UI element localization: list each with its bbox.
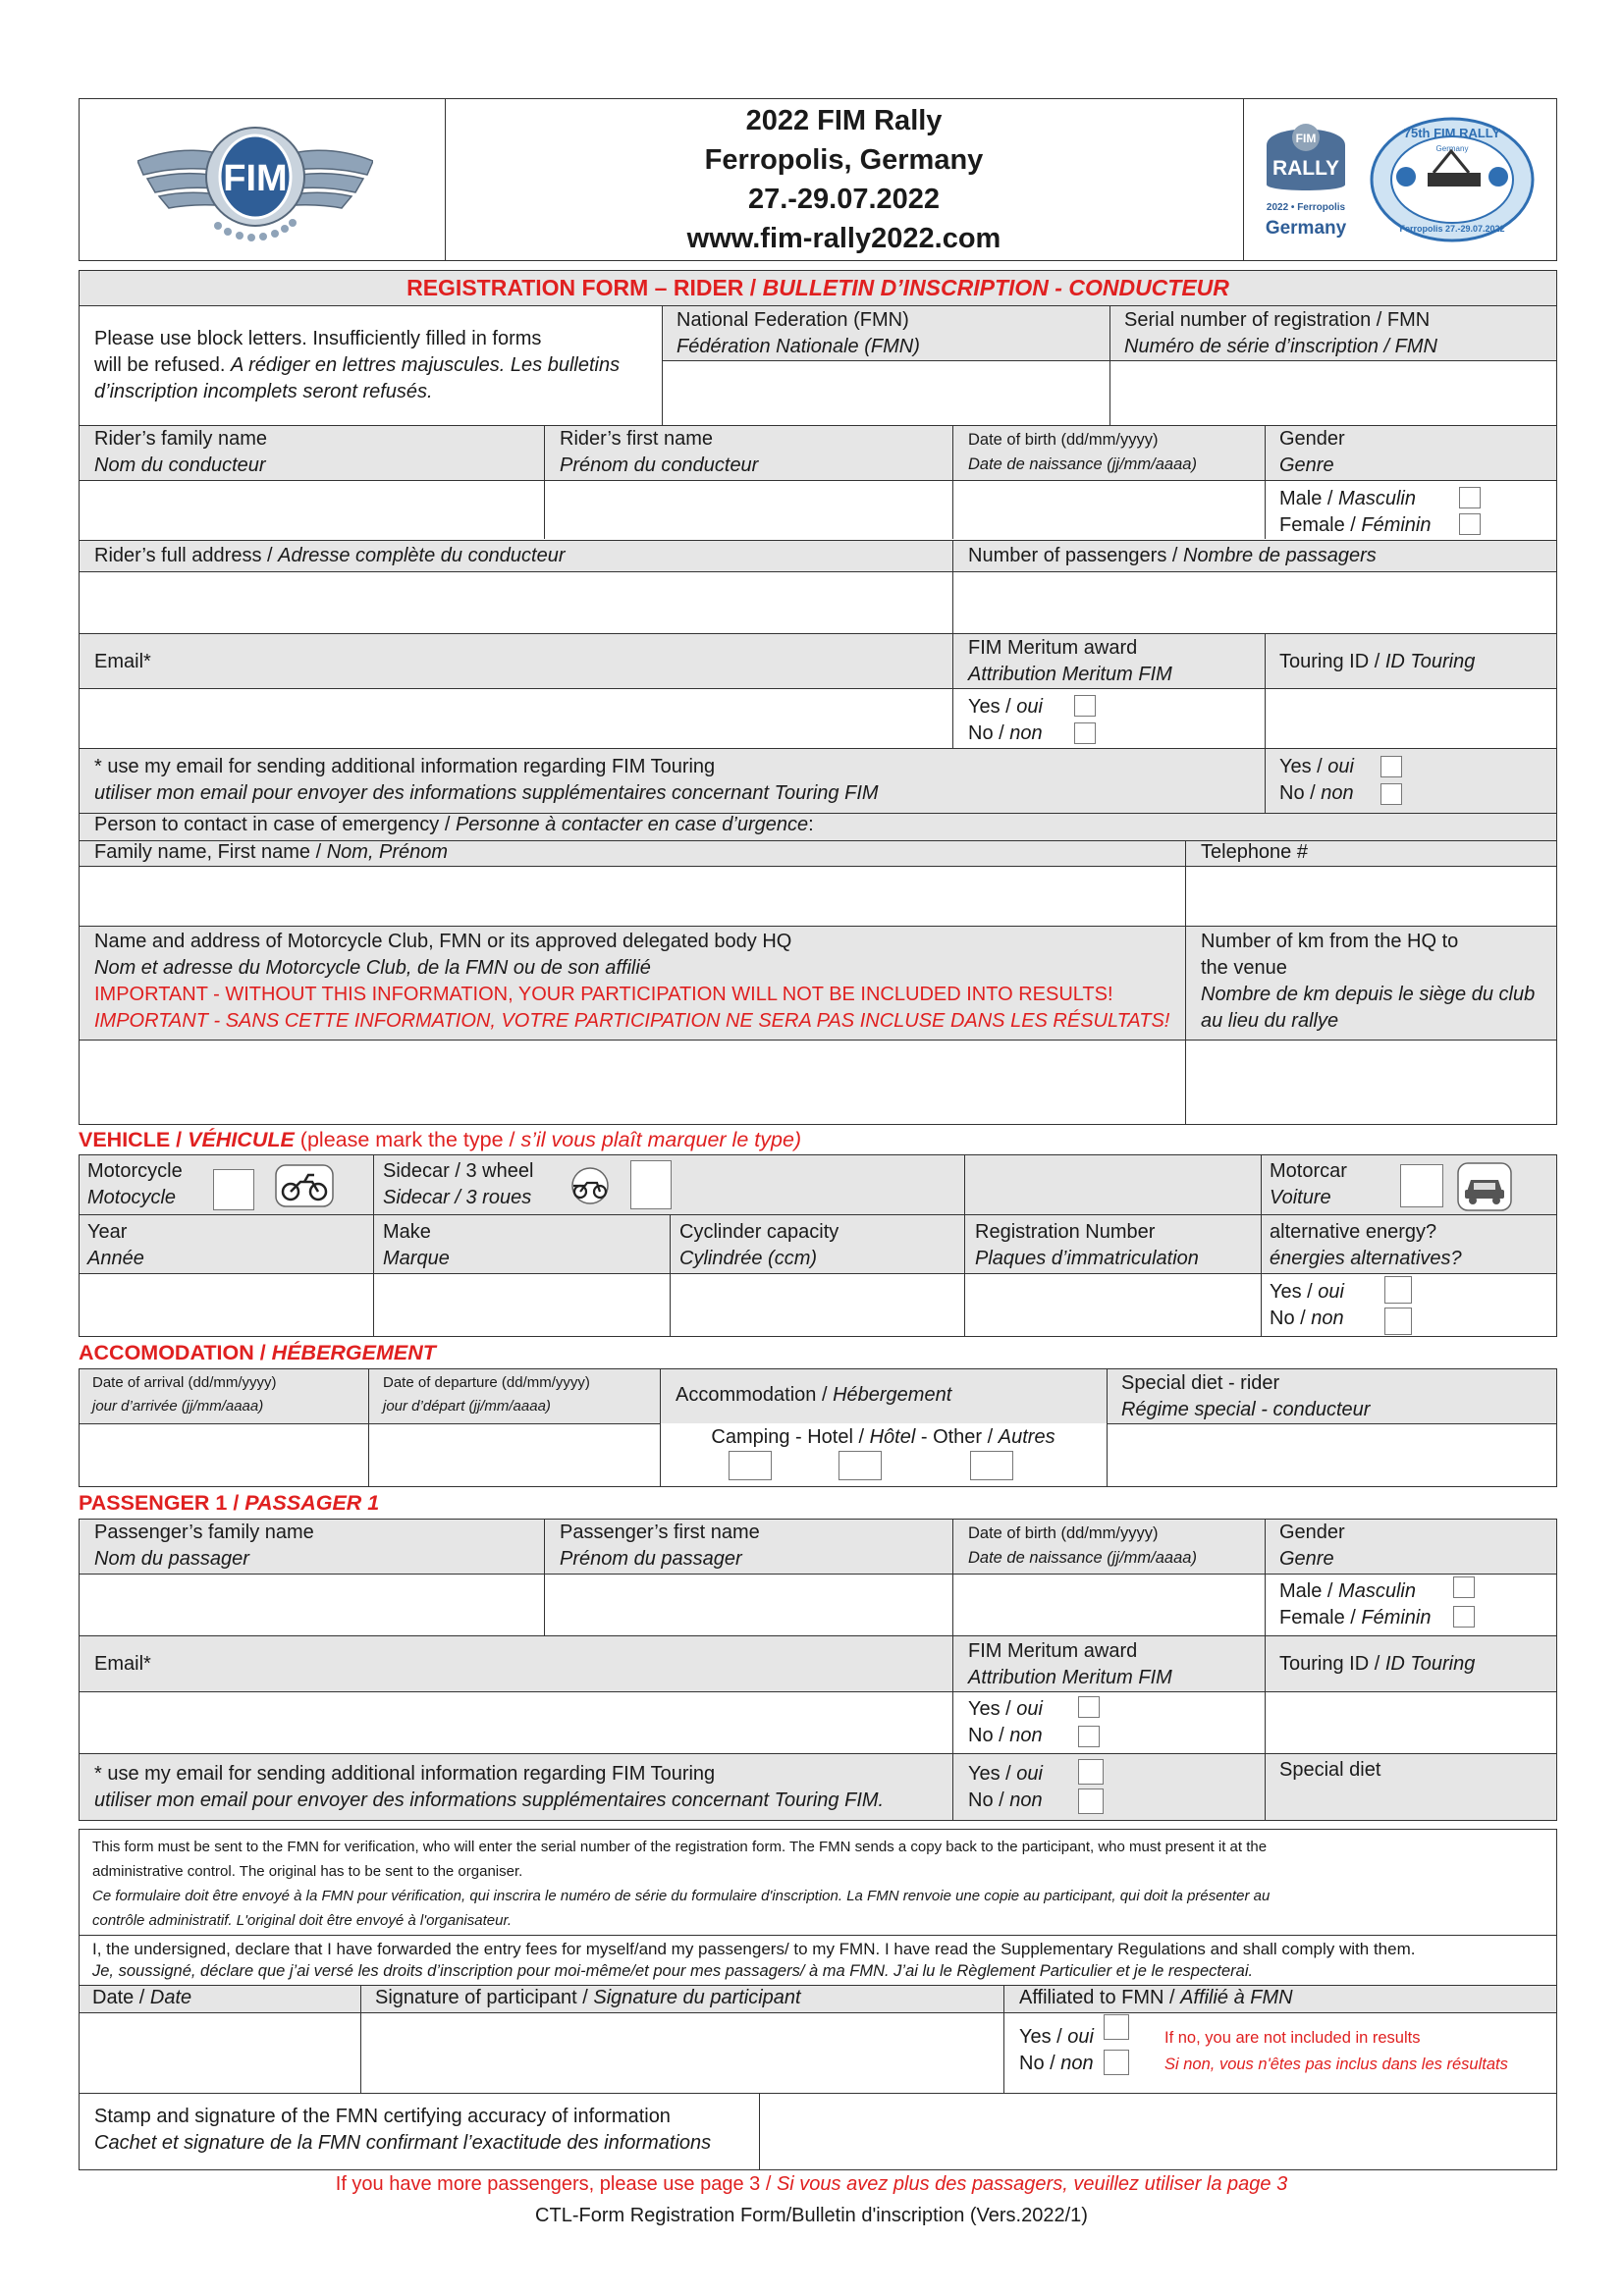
rally-logo xyxy=(1257,116,1355,243)
fim-logo xyxy=(137,116,373,243)
label-affiliated-yes: Yes / oui xyxy=(1019,2026,1094,2048)
label-passenger-consent-no: No / non xyxy=(968,1789,1043,1811)
input-rider-family-name[interactable] xyxy=(81,482,542,538)
label-passenger-female: Female / Féminin xyxy=(1279,1607,1432,1629)
form-version: CTL-Form Registration Form/Bulletin d'inscription (Vers.2022/1) xyxy=(535,2205,1088,2226)
input-date[interactable] xyxy=(81,2014,358,2091)
label-alt-energy-no: No / non xyxy=(1270,1308,1344,1329)
passenger-section-title: PASSENGER 1 / PASSAGER 1 xyxy=(79,1491,380,1515)
label-passenger-meritum-yes: Yes / oui xyxy=(968,1698,1043,1720)
label-motorcar: Motorcar Voiture xyxy=(1270,1160,1347,1208)
checkbox-passenger-consent-yes[interactable] xyxy=(1078,1759,1104,1785)
input-passenger-email[interactable] xyxy=(81,1693,950,1751)
label-rider-dob: Date of birth (dd/mm/yyyy) Date de naissance (jj/mm/aaaa) xyxy=(968,431,1197,473)
input-passenger-family-name[interactable] xyxy=(81,1575,542,1633)
motorcycle-icon xyxy=(275,1164,334,1207)
checkbox-passenger-meritum-yes[interactable] xyxy=(1078,1696,1100,1718)
label-rider-address: Rider’s full address / Adresse complète du conducteur xyxy=(94,545,566,566)
input-number-of-passengers[interactable] xyxy=(954,573,1555,631)
checkbox-rider-meritum-no[interactable] xyxy=(1074,722,1096,744)
input-emergency-telephone[interactable] xyxy=(1187,868,1555,924)
input-passenger-first-name[interactable] xyxy=(546,1575,950,1633)
affiliated-warning: If no, you are not included in results Si non, vous n'êtes pas inclus dans les résultats xyxy=(1164,2029,1508,2073)
declaration-entry-fees: I, the undersigned, declare that I have forwarded the entry fees for myself/and my passengers/ to my FMN. I have read the Supplementary Regulations and shall comply with them. Je, soussigné, déclare que j’ai versé les droits d’inscription pour moi-même/et pour mes passagers/ à ma FMN. J’ai lu le Règlement Particulier et je le respecterai. xyxy=(92,1940,1416,1980)
svg-text:FIM: FIM xyxy=(1295,132,1317,145)
header-dates: 27.-29.07.2022 xyxy=(747,184,941,215)
label-passenger-special-diet: Special diet xyxy=(1279,1759,1381,1781)
anniversary-logo xyxy=(1369,116,1536,243)
input-club[interactable] xyxy=(81,1041,1183,1123)
label-make: Make Marque xyxy=(383,1221,450,1269)
label-rider-email: Email* xyxy=(94,651,151,672)
label-female: Female / Féminin xyxy=(1279,514,1432,536)
checkbox-alt-energy-no[interactable] xyxy=(1384,1308,1412,1335)
fim-logo-text: FIM xyxy=(223,158,288,199)
header-venue: Ferropolis, Germany xyxy=(704,144,984,176)
label-meritum-no: No / non xyxy=(968,722,1043,744)
input-serial-number[interactable] xyxy=(1111,362,1555,423)
checkbox-passenger-female[interactable] xyxy=(1453,1606,1475,1628)
label-sidecar: Sidecar / 3 wheel Sidecar / 3 roues xyxy=(383,1160,534,1208)
label-number-of-passengers: Number of passengers / Nombre de passagers xyxy=(968,545,1377,566)
label-motorcycle: Motorcycle Motocycle xyxy=(87,1160,183,1208)
declaration-verification: This form must be sent to the FMN for verification, who will enter the serial number of the registration form. The FMN sends a copy back to the participant, who must present it at the administrative control. The original has to be sent to the organiser. Ce formulaire doit être envoyé à la FMN pour vérification, qui inscrira le numéro de série du formulaire d'inscription. La FMN renvoie une copie au participant, qui doit la présenter au contrôle administratif. L'original doit être envoyé à l'organisateur. xyxy=(92,1839,1271,1929)
label-capacity: Cyclinder capacity Cylindrée (ccm) xyxy=(679,1221,839,1269)
input-rider-address[interactable] xyxy=(81,573,950,631)
label-rider-family-name: Rider’s family name Nom du conducteur xyxy=(94,428,267,476)
vehicle-section-title: VEHICLE / VÉHICULE (please mark the type / s’il vous plaît marquer le type) xyxy=(79,1128,802,1151)
label-meritum-yes: Yes / oui xyxy=(968,696,1043,718)
input-passenger-touring-id[interactable] xyxy=(1267,1693,1555,1751)
label-passenger-meritum: FIM Meritum award Attribution Meritum FIM xyxy=(968,1640,1172,1688)
checkbox-camping[interactable] xyxy=(729,1451,772,1480)
checkbox-motorcycle[interactable] xyxy=(213,1169,254,1210)
input-km-from-hq[interactable] xyxy=(1187,1041,1555,1123)
input-registration-number[interactable] xyxy=(966,1275,1259,1335)
label-consent-yes: Yes / oui xyxy=(1279,756,1354,777)
label-alternative-energy: alternative energy? énergies alternatives? xyxy=(1270,1221,1462,1269)
label-rider-meritum: FIM Meritum award Attribution Meritum FIM xyxy=(968,637,1172,685)
label-affiliated-no: No / non xyxy=(1019,2053,1094,2074)
header-website: www.fim-rally2022.com xyxy=(686,223,1001,254)
checkbox-passenger-meritum-no[interactable] xyxy=(1078,1726,1100,1747)
header-event-title: 2022 FIM Rally xyxy=(745,105,943,136)
label-rider-gender: Gender Genre xyxy=(1279,428,1345,476)
label-arrival: Date of arrival (dd/mm/yyyy) jour d’arrivée (jj/mm/aaaa) xyxy=(92,1374,277,1415)
rider-section-title: REGISTRATION FORM – RIDER / BULLETIN D’INSCRIPTION - CONDUCTEUR xyxy=(406,275,1229,300)
input-make[interactable] xyxy=(375,1275,668,1335)
checkbox-passenger-male[interactable] xyxy=(1453,1576,1475,1598)
vehicle-empty-cell xyxy=(966,1156,1259,1212)
label-consent-no: No / non xyxy=(1279,782,1354,804)
label-passenger-gender: Gender Genre xyxy=(1279,1522,1345,1570)
input-rider-dob[interactable] xyxy=(954,482,1263,538)
label-rider-use-email: * use my email for sending additional information regarding FIM Touring utiliser mon email pour envoyer des informations supplémentaires concernant Touring FIM xyxy=(94,756,879,804)
input-signature[interactable] xyxy=(362,2014,1001,2091)
label-signature: Signature of participant / Signature du participant xyxy=(375,1987,801,2008)
checkbox-motorcar[interactable] xyxy=(1400,1164,1443,1207)
input-capacity[interactable] xyxy=(672,1275,962,1335)
svg-text:Germany: Germany xyxy=(1265,218,1347,239)
label-rider-first-name: Rider’s first name Prénom du conducteur xyxy=(560,428,759,476)
more-passengers-note: If you have more passengers, please use page 3 / Si vous avez plus des passagers, veuillez utiliser la page 3 xyxy=(335,2173,1288,2195)
input-passenger-special-diet[interactable] xyxy=(1267,1785,1555,1819)
label-special-diet-rider: Special diet - rider Régime special - conducteur xyxy=(1121,1372,1371,1420)
checkbox-hotel[interactable] xyxy=(839,1451,882,1480)
label-accommodation-options: Camping - Hotel / Hôtel - Other / Autres xyxy=(711,1426,1055,1448)
checkbox-rider-female[interactable] xyxy=(1459,513,1481,535)
label-affiliated: Affiliated to FMN / Affilié à FMN xyxy=(1019,1987,1293,2008)
label-male: Male / Masculin xyxy=(1279,488,1416,509)
label-registration-number: Registration Number Plaques d’immatriculation xyxy=(975,1221,1199,1269)
accommodation-section-title: ACCOMODATION / HÉBERGEMENT xyxy=(79,1341,436,1364)
label-passenger-email: Email* xyxy=(94,1653,151,1675)
svg-text:Germany: Germany xyxy=(1435,144,1469,153)
label-passenger-first-name: Passenger’s first name Prénom du passager xyxy=(560,1522,760,1570)
label-departure: Date of departure (dd/mm/yyyy) jour d’départ (jj/mm/aaaa) xyxy=(383,1374,590,1415)
label-passenger-meritum-no: No / non xyxy=(968,1725,1043,1746)
checkbox-rider-male[interactable] xyxy=(1459,487,1481,508)
label-emergency-name: Family name, First name / Nom, Prénom xyxy=(94,841,449,863)
checkbox-rider-consent-no[interactable] xyxy=(1380,783,1402,805)
label-club: Name and address of Motorcycle Club, FMN or its approved delegated body HQ Nom et adresse du Motorcycle Club, de la FMN ou de son affilié IMPORTANT - WITHOUT THIS INFORMATION, YOUR PARTICIPATION WILL NOT BE INCLUDED INTO RESULTS! IMPORTANT - SANS CETTE INFORMATION, VOTRE PARTICIPATION NE SERA PAS INCLUSE DANS LES RÉSULTATS! xyxy=(94,931,1170,1032)
input-arrival[interactable] xyxy=(81,1425,366,1485)
label-date: Date / Date xyxy=(92,1987,192,2008)
label-passenger-consent-yes: Yes / oui xyxy=(968,1763,1043,1785)
label-emergency-telephone: Telephone # xyxy=(1201,841,1308,863)
checkbox-sidecar[interactable] xyxy=(630,1160,672,1209)
label-rider-touring-id: Touring ID / ID Touring xyxy=(1279,651,1476,672)
input-departure[interactable] xyxy=(370,1425,658,1485)
label-km-from-hq: Number of km from the HQ to the venue Nombre de km depuis le siège du club au lieu du rallye xyxy=(1201,931,1536,1032)
checkbox-affiliated-no[interactable] xyxy=(1104,2050,1129,2075)
checkbox-rider-consent-yes[interactable] xyxy=(1380,756,1402,777)
input-rider-touring-id[interactable] xyxy=(1267,690,1555,746)
checkbox-other[interactable] xyxy=(970,1451,1013,1480)
input-rider-email[interactable] xyxy=(81,690,950,746)
label-passenger-family-name: Passenger’s family name Nom du passager xyxy=(94,1522,314,1570)
input-national-federation[interactable] xyxy=(664,362,1108,423)
input-emergency-name[interactable] xyxy=(81,868,1183,924)
svg-text:2022 • Ferropolis: 2022 • Ferropolis xyxy=(1266,202,1346,213)
input-year[interactable] xyxy=(81,1275,371,1335)
label-alt-energy-yes: Yes / oui xyxy=(1270,1281,1344,1303)
checkbox-rider-meritum-yes[interactable] xyxy=(1074,695,1096,717)
checkbox-passenger-consent-no[interactable] xyxy=(1078,1789,1104,1814)
instructions: Please use block letters. Insufficiently filled in forms will be refused. A rédiger en lettres majuscules. Les bulletins d’inscription incomplets seront refusés. xyxy=(94,328,621,402)
label-fmn-stamp: Stamp and signature of the FMN certifying accuracy of information Cachet et signature de la FMN confirmant l’exactitude des informations xyxy=(94,2106,712,2154)
label-emergency-contact: Person to contact in case of emergency / Personne à contacter en case d’urgence: xyxy=(94,814,814,835)
sidecar-icon xyxy=(566,1166,615,1205)
svg-text:Ferropolis 27.-29.07.2022: Ferropolis 27.-29.07.2022 xyxy=(1399,224,1505,234)
input-rider-first-name[interactable] xyxy=(546,482,950,538)
label-passenger-touring-id: Touring ID / ID Touring xyxy=(1279,1653,1476,1675)
input-fmn-stamp[interactable] xyxy=(761,2095,1555,2168)
input-passenger-dob[interactable] xyxy=(954,1575,1263,1633)
checkbox-alt-energy-yes[interactable] xyxy=(1384,1276,1412,1304)
input-special-diet-rider[interactable] xyxy=(1109,1425,1555,1485)
label-passenger-dob: Date of birth (dd/mm/yyyy) Date de naissance (jj/mm/aaaa) xyxy=(968,1524,1197,1567)
label-serial-number: Serial number of registration / FMN Numéro de série d’inscription / FMN xyxy=(1124,309,1437,357)
checkbox-affiliated-yes[interactable] xyxy=(1104,2014,1129,2040)
label-accommodation: Accommodation / Hébergement xyxy=(676,1384,952,1406)
svg-text:RALLY: RALLY xyxy=(1271,157,1340,180)
label-passenger-use-email: * use my email for sending additional information regarding FIM Touring utiliser mon email pour envoyer des informations supplémentaires concernant Touring FIM. xyxy=(94,1763,885,1811)
label-national-federation: National Federation (FMN) Fédération Nationale (FMN) xyxy=(676,309,920,357)
label-year: Year Année xyxy=(87,1221,144,1269)
label-passenger-male: Male / Masculin xyxy=(1279,1580,1416,1602)
svg-text:75th FIM RALLY: 75th FIM RALLY xyxy=(1403,126,1501,140)
motorcar-icon xyxy=(1457,1162,1512,1211)
